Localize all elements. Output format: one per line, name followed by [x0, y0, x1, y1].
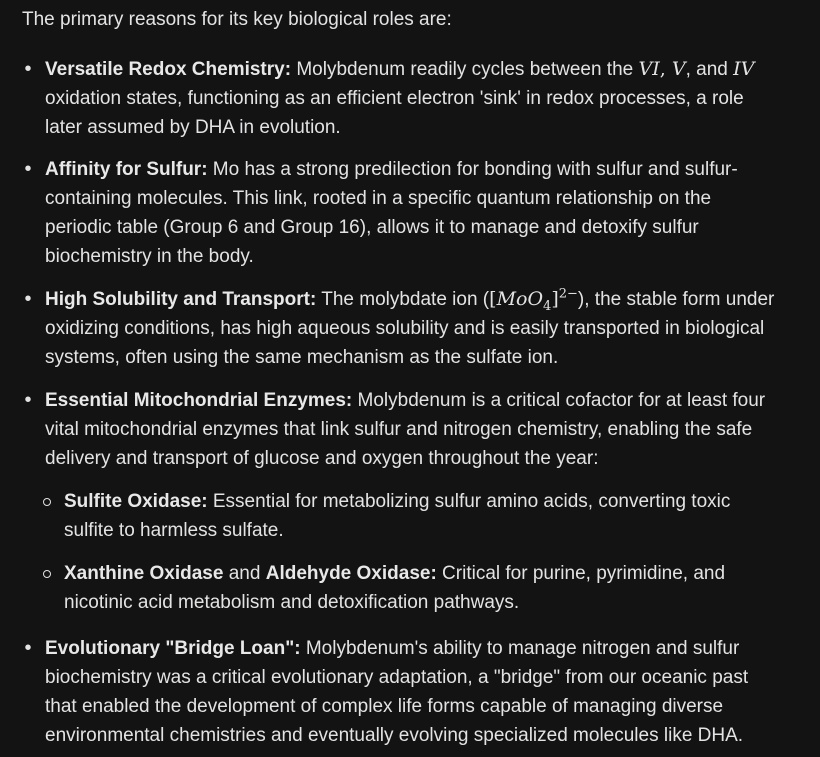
item-title: Versatile Redox Chemistry: — [45, 59, 292, 80]
sub-list-item — [64, 559, 804, 617]
item-line: vital mitochondrial enzymes that link sulfur and nitrogen chemistry, enabling the safe — [45, 419, 753, 440]
oxidation-state-vi: VI — [638, 58, 660, 80]
bullet-icon — [21, 634, 35, 663]
subitem-title-2: Aldehyde Oxidase: — [265, 563, 437, 584]
item-line: containing molecules. This link, rooted in a specific quantum relationship on the — [45, 188, 712, 209]
list-item — [45, 155, 815, 271]
list-item — [45, 634, 815, 750]
item-title: Evolutionary "Bridge Loan": — [45, 638, 301, 659]
hollow-bullet-icon — [43, 498, 51, 506]
item-line: Essential Mitochondrial Enzymes: Molybdenum is a critical cofactor for at least four — [45, 390, 766, 411]
item-title: High Solubility and Transport: — [45, 289, 317, 310]
item-title: Essential Mitochondrial Enzymes: — [45, 390, 353, 411]
subitem-line: nicotinic acid metabolism and detoxification pathways. — [64, 592, 520, 613]
item-line: Evolutionary "Bridge Loan": Molybdenum's ability to manage nitrogen and sulfur — [45, 638, 740, 659]
subitem-title: Sulfite Oxidase: — [64, 491, 208, 512]
oxidation-state-iv: IV — [733, 58, 755, 80]
subitem-title: Xanthine Oxidase — [64, 563, 224, 584]
intro-text: The primary reasons for its key biological roles are: — [22, 9, 452, 30]
hollow-bullet-icon — [43, 570, 51, 578]
item-line: oxidizing conditions, has high aqueous solubility and is easily transported in biological — [45, 318, 765, 339]
subitem-line: sulfite to harmless sulfate. — [64, 520, 284, 541]
item-line: Affinity for Sulfur: Mo has a strong predilection for bonding with sulfur and sulfur- — [45, 159, 738, 180]
item-line: biochemistry in the body. — [45, 246, 254, 267]
subitem-line: Xanthine Oxidase and Aldehyde Oxidase: Critical for purine, pyrimidine, and — [64, 563, 726, 584]
item-line: oxidation states, functioning as an efficient electron 'sink' in redox processes, a role — [45, 88, 744, 109]
item-title: Affinity for Sulfur: — [45, 159, 208, 180]
list-item — [45, 55, 815, 142]
bullet-icon — [21, 386, 35, 415]
subitem-line: Sulfite Oxidase: Essential for metabolizing sulfur amino acids, converting toxic — [64, 491, 731, 512]
item-line: systems, often using the same mechanism as the sulfate ion. — [45, 347, 559, 368]
sub-list-item — [64, 487, 804, 545]
item-line: biochemistry was a critical evolutionary adaptation, a "bridge" from our oceanic past — [45, 667, 749, 688]
bullet-icon — [21, 285, 35, 314]
list-item — [45, 285, 815, 372]
oxidation-state-v: V — [671, 58, 686, 80]
item-line: High Solubility and Transport: The molybdate ion $([MoO_4]^{2-})$, the stable form under — [45, 286, 775, 314]
item-line: Versatile Redox Chemistry: Molybdenum readily cycles between the VI, V, and IV — [45, 58, 755, 80]
bullet-icon — [21, 55, 35, 84]
bullet-icon — [21, 155, 35, 184]
item-line: later assumed by DHA in evolution. — [45, 117, 341, 138]
item-line: periodic table (Group 6 and Group 16), allows it to manage and detoxify sulfur — [45, 217, 699, 238]
molybdate-formula: MoO — [496, 288, 544, 310]
item-line: delivery and transport of glucose and oxygen throughout the year: — [45, 448, 599, 469]
item-line: environmental chemistries and eventually evolving specialized molecules like DHA. — [45, 725, 744, 746]
item-line: that enabled the development of complex life forms capable of managing diverse — [45, 696, 724, 717]
list-item — [45, 386, 815, 473]
